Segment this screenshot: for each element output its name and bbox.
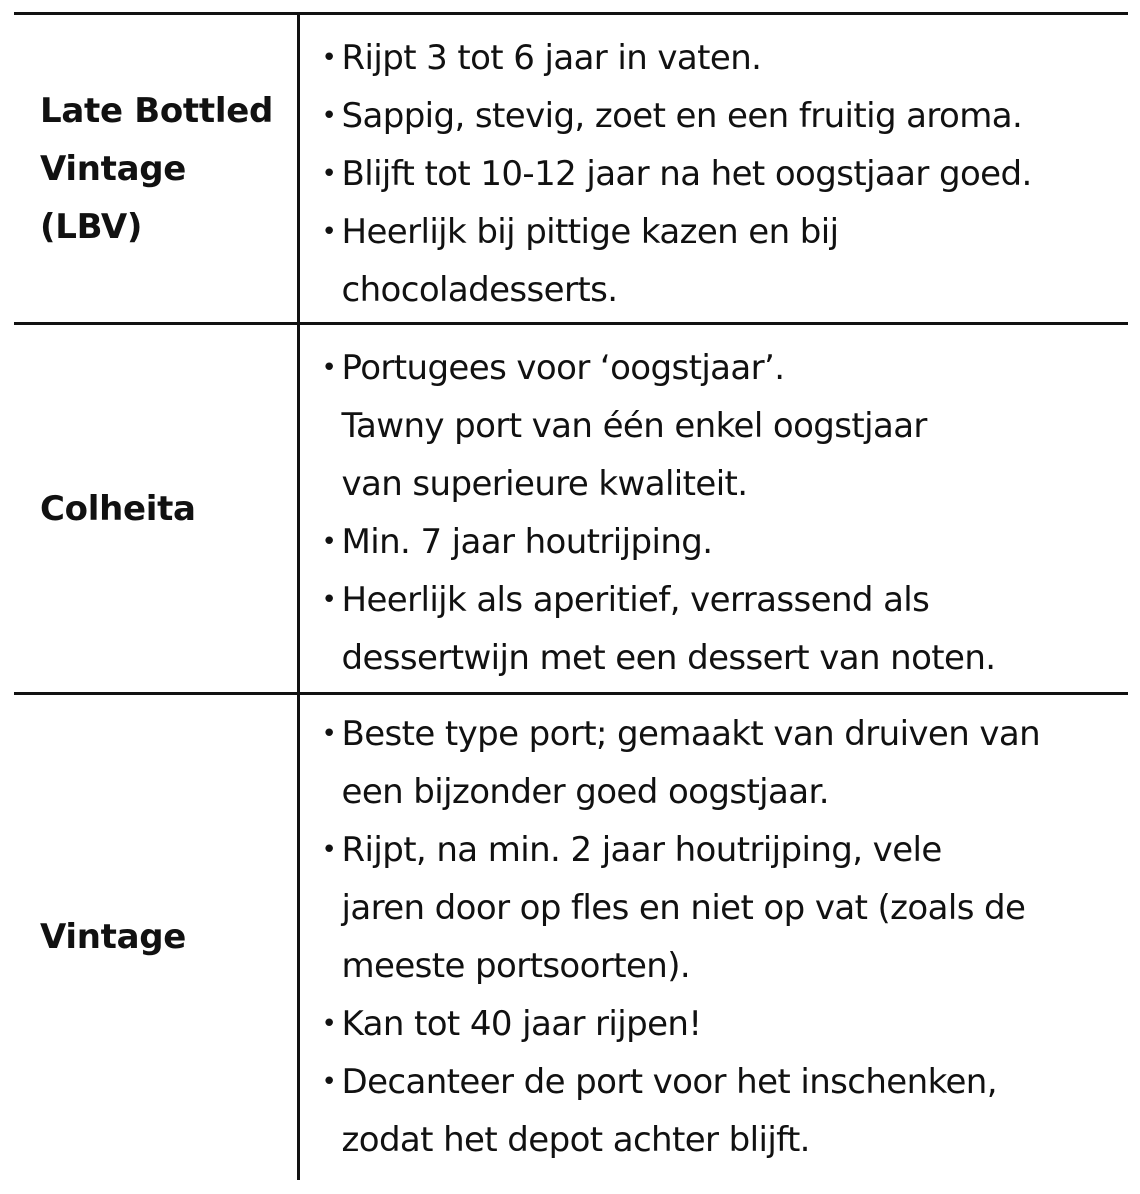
port-type-name: Vintage (40, 917, 187, 958)
description-cell (298, 694, 1128, 1180)
list-item: • Heerlijk als aperitief, verrassend als dessertwijn met een dessert van noten. (322, 571, 1121, 687)
table-row-lbv (14, 14, 1128, 324)
port-type-cell (14, 324, 298, 694)
list-item: • Sappig, stevig, zoet en een fruitig aroma. (322, 87, 1121, 145)
port-type-cell (14, 14, 298, 324)
table-row-colheita (14, 324, 1128, 694)
description-cell (298, 324, 1128, 694)
list-item: • Portugees voor ‘oogstjaar’. Tawny port van één enkel oogstjaar van superieure kwaliteit. (322, 339, 1121, 513)
description-cell (298, 14, 1128, 324)
list-item: • Kan tot 40 jaar rijpen! (322, 995, 1121, 1053)
port-type-name: Colheita (40, 488, 196, 529)
list-item: • Heerlijk bij pittige kazen en bij chocoladesserts. (322, 203, 1121, 319)
list-item: • Decanteer de port voor het inschenken, zodat het depot achter blijft. (322, 1053, 1121, 1169)
port-type-cell (14, 694, 298, 1180)
description-list (322, 705, 1121, 1169)
table-row-vintage (14, 694, 1128, 1180)
port-types-table (14, 12, 1128, 1180)
description-list (322, 29, 1121, 319)
port-type-name: Late Bottled Vintage (LBV) (40, 90, 273, 247)
list-item: • Min. 7 jaar houtrijping. (322, 513, 1121, 571)
list-item: • Beste type port; gemaakt van druiven van een bijzonder goed oogstjaar. (322, 705, 1121, 821)
description-list (322, 339, 1121, 687)
list-item: • Blijft tot 10-12 jaar na het oogstjaar goed. (322, 145, 1121, 203)
list-item: • Rijpt 3 tot 6 jaar in vaten. (322, 29, 1121, 87)
list-item: • Rijpt, na min. 2 jaar houtrijping, vele jaren door op fles en niet op vat (zoals de meeste portsoorten). (322, 821, 1121, 995)
